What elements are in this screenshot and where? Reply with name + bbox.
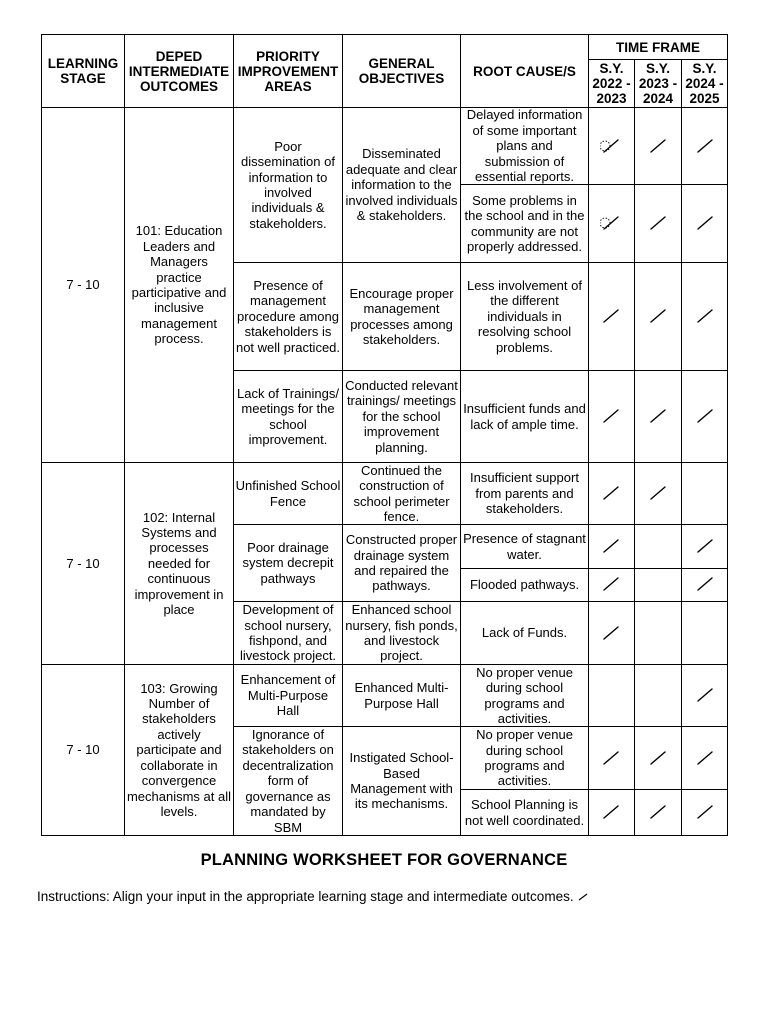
check-icon	[694, 685, 716, 705]
objective-cell: Conducted relevant trainings/ meetings for the school improvement planning.	[345, 377, 458, 455]
table-border-bottom	[41, 835, 728, 836]
header-time-frame: TIME FRAME	[616, 39, 700, 55]
check-icon	[600, 536, 622, 556]
header-general-objectives: GENERAL OBJECTIVES	[358, 56, 445, 86]
objective-cell: Continued the construction of school perimeter fence.	[353, 462, 450, 524]
check-icon	[694, 748, 716, 768]
check-icon	[600, 748, 622, 768]
header-deped-outcomes: DEPED INTERMEDIATE OUTCOMES	[128, 48, 230, 94]
intermediate-outcome-cell: 103: Growing Number of stakeholders actively participate and collaborate in convergence mechanisms at all levels.	[126, 680, 232, 819]
priority-area-cell: Enhancement of Multi-Purpose Hall	[240, 672, 336, 719]
objective-cell: Enhanced Multi-Purpose Hall	[354, 680, 449, 711]
objective-cell: Instigated School-Based Management with its mechanisms.	[349, 750, 454, 812]
objective-cell: Enhanced school nursery, fish ponds, and livestock project.	[345, 602, 458, 664]
priority-area-cell: Development of school nursery, fishpond, and livestock project.	[239, 602, 337, 664]
header-learning-stage: LEARNING STAGE	[47, 56, 119, 86]
learning-stage-cell: 7 - 10	[66, 742, 100, 758]
priority-area-cell: Unfinished School Fence	[235, 478, 341, 509]
intermediate-outcome-cell: 102: Internal Systems and processes needed for continuous improvement in place	[134, 509, 224, 618]
check-icon	[694, 136, 716, 156]
header-sy-2024-2025: S.Y. 2024 - 2025	[685, 61, 724, 106]
root-cause-cell: Lack of Funds.	[481, 625, 568, 641]
check-icon	[694, 213, 716, 233]
check-icon	[600, 623, 622, 643]
document-title: PLANNING WORKSHEET FOR GOVERNANCE	[200, 851, 568, 869]
objective-cell: Disseminated adequate and clear information to the involved individuals & stakeholders.	[345, 146, 458, 224]
check-icon	[647, 136, 669, 156]
check-icon	[600, 213, 622, 233]
check-icon	[647, 306, 669, 326]
check-icon	[647, 748, 669, 768]
header-sy-2022-2023: S.Y. 2022 - 2023	[592, 61, 631, 106]
instructions-label: Instructions: Align your input in the appropriate learning stage and intermediate outcomes.	[37, 889, 574, 904]
root-cause-cell: Presence of stagnant water.	[463, 531, 586, 562]
priority-area-cell: Poor drainage system decrepit pathways	[242, 539, 334, 586]
check-icon	[694, 306, 716, 326]
column-line	[634, 59, 635, 836]
check-icon	[600, 483, 622, 503]
objective-cell: Constructed proper drainage system and repaired the pathways.	[345, 532, 458, 594]
root-cause-cell: Some problems in the school and in the community are not properly addressed.	[464, 192, 585, 254]
check-icon	[647, 483, 669, 503]
priority-area-cell: Poor dissemination of information to involved individuals & stakeholders.	[241, 138, 335, 231]
check-icon	[600, 802, 622, 822]
root-cause-cell: No proper venue during school programs and activities.	[476, 664, 573, 726]
header-root-causes: ROOT CAUSE/S	[473, 63, 576, 79]
root-cause-cell: No proper venue during school programs and activities.	[476, 727, 573, 789]
instructions-text	[37, 889, 589, 904]
check-icon	[647, 213, 669, 233]
check-icon	[694, 536, 716, 556]
header-sy-2023-2024: S.Y. 2023 - 2024	[638, 61, 678, 106]
priority-area-cell: Ignorance of stakeholders on decentralization form of governance as mandated by SBM	[242, 727, 334, 835]
check-icon	[600, 306, 622, 326]
check-icon	[600, 574, 622, 594]
root-cause-cell: Less involvement of the different individuals in resolving school problems.	[467, 277, 582, 355]
learning-stage-cell: 7 - 10	[66, 277, 100, 293]
learning-stage-cell: 7 - 10	[66, 555, 100, 571]
root-cause-cell: Delayed information of some important plans and submission of essential reports.	[466, 107, 583, 185]
header-priority-areas: PRIORITY IMPROVEMENT AREAS	[237, 48, 339, 94]
objective-cell: Encourage proper management processes among stakeholders.	[349, 285, 454, 347]
check-icon	[694, 802, 716, 822]
intermediate-outcome-cell: 101: Education Leaders and Managers practice participative and inclusive management process.	[131, 223, 227, 347]
column-line	[681, 59, 682, 836]
root-cause-cell: Insufficient support from parents and stakeholders.	[470, 470, 579, 517]
check-icon	[647, 802, 669, 822]
check-icon	[600, 406, 622, 426]
check-icon	[600, 136, 622, 156]
root-cause-cell: School Planning is not well coordinated.	[464, 797, 585, 828]
check-icon	[577, 892, 589, 902]
check-icon	[694, 406, 716, 426]
column-line	[727, 34, 728, 836]
check-icon	[694, 574, 716, 594]
root-cause-cell: Insufficient funds and lack of ample time.	[463, 401, 586, 432]
priority-area-cell: Presence of management procedure among stakeholders is not well practiced.	[235, 277, 341, 355]
priority-area-cell: Lack of Trainings/ meetings for the school improvement.	[237, 385, 339, 447]
check-icon	[647, 406, 669, 426]
root-cause-cell: Flooded pathways.	[469, 577, 580, 593]
column-line	[588, 34, 589, 836]
